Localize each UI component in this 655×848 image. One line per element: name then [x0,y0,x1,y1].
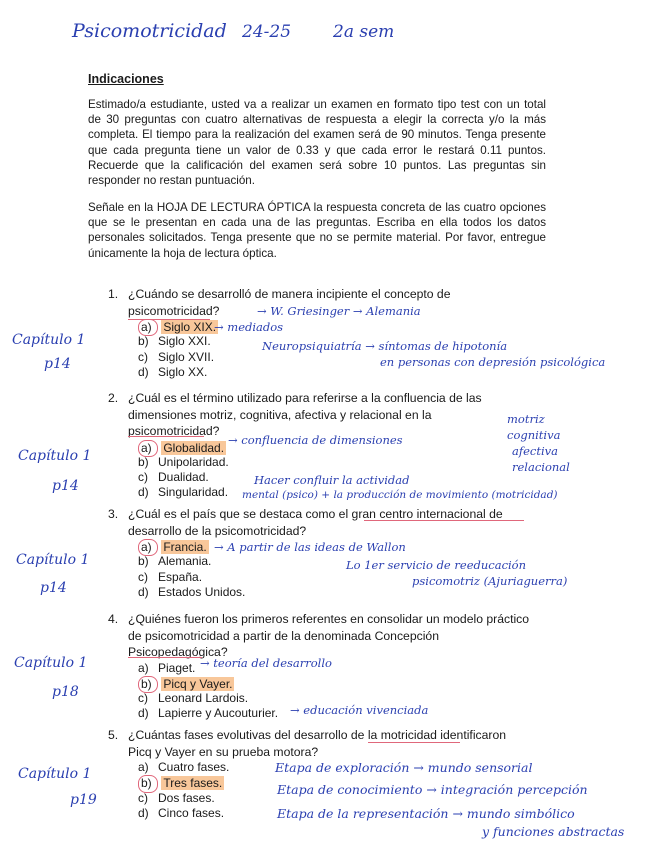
option-letter: d) [138,706,149,721]
option-text: Dos fases. [158,790,215,805]
note-q3: psicomotriz (Ajuriaguerra) [412,574,568,588]
option-b[interactable] [138,455,538,470]
note-q2: → confluencia de dimensiones [228,433,403,447]
note-q2: afectiva [512,444,559,458]
option-text: Leonard Lardois. [158,691,249,706]
note-q4: → educación vivenciada [290,703,429,717]
margin-chapter-4: Capítulo 1 [14,655,88,671]
option-letter: c) [138,691,148,706]
margin-chapter-2: Capítulo 1 [18,448,92,464]
option-text: Francia. [163,540,207,554]
option-letter: d) [138,364,149,379]
option-text: Estados Unidos. [158,584,246,599]
margin-page-4: p18 [52,684,79,700]
question-number: 5. [108,728,119,742]
option-text: Cinco fases. [158,805,225,820]
option-text: Piaget. [158,660,196,675]
option-text: España. [158,569,203,584]
question-stem: ¿Cuál es el país que se destaca como el gran centro internacional de desarrollo de la psicomotricidad? [128,507,503,538]
note-q1: Neuropsiquiatría → síntomas de hipotonía [262,339,508,353]
note-q3: → A partir de las ideas de Wallon [214,540,406,554]
note-q4: → teoría del desarrollo [200,656,332,670]
note-q2: Hacer confluir la actividad [254,473,410,487]
option-letter: c) [138,349,148,364]
option-text: Globalidad. [163,440,225,455]
note-q3: Lo 1er servicio de reeducación [346,558,527,572]
option-letter: b) [138,554,149,569]
option-letter: a) [138,440,158,457]
option-text: Siglo XVII. [158,349,215,364]
note-q5: Etapa de conocimiento → integración percepción [277,782,588,797]
question-number: 4. [108,612,119,626]
handwritten-title: Psicomotricidad [72,20,227,42]
margin-chapter-3: Capítulo 1 [16,552,90,568]
highlight-underline [128,436,204,437]
question-number: 1. [108,287,119,301]
option-text: Siglo XIX. [163,320,217,334]
highlight-underline [368,742,460,743]
note-q2: relacional [512,460,570,474]
question-stem: ¿Cuál es el término utilizado para referirse a la confluencia de las dimensiones motriz, cognitiva, afectiva y relacional en la psicomotricidad? [128,391,482,438]
instructions-paragraph-1: Estimado/a estudiante, usted va a realizar un examen en formato tipo test con un total de 30 preguntas con cuatro alternativas de respuesta a elegir la correcta y/o la más completa. El tiempo para la realización del examen será de 90 minutos. Tenga presente que cada pregunta tiene un valor de 0.33 y que cada error le restará 0.11 puntos. Recuerde que la calificación del examen será sobre 10 puntos. Las preguntas sin responder no restan puntuación. [88,98,546,188]
option-text: Siglo XXI. [158,334,211,349]
note-q2: mental (psico) + la producción de movimiento (motricidad) [242,489,558,501]
note-q1: en personas con depresión psicológica [380,355,606,369]
option-letter: a) [138,539,158,556]
margin-page-5: p19 [70,792,97,808]
question-number: 2. [108,391,119,405]
margin-page-2: p14 [52,478,79,494]
highlight-underline [364,520,524,521]
question-stem: ¿Cuándo se desarrolló de manera incipiente el concepto de psicomotricidad? [128,287,451,318]
question-number: 3. [108,507,119,521]
question-stem: ¿Cuántas fases evolutivas del desarrollo de la motricidad identificaron Picq y Vayer en su prueba motora? [128,728,507,759]
option-letter: c) [138,569,148,584]
option-letter: b) [138,454,149,469]
option-letter: c) [138,790,148,805]
option-text: Singularidad. [158,485,229,500]
instructions-heading: Indicaciones [88,72,164,86]
note-q5: Etapa de la representación → mundo simbólico [277,806,575,821]
option-text: Unipolaridad. [158,454,229,469]
option-text: Tres fases. [163,776,223,791]
instructions-paragraph-2: Señale en la HOJA DE LECTURA ÓPTICA la respuesta concreta de las cuatro opciones que se le presentan en cada una de las preguntas. Escriba en ella todos los datos personales solicitados. Tenga presente que no se permite material. Por favor, entregue únicamente la hoja de lectura óptica. [88,201,546,260]
highlight-underline [128,657,202,658]
option-text: Cuatro fases. [158,760,230,774]
option-letter: a) [138,760,149,774]
option-letter: d) [138,805,149,820]
option-text: Alemania. [158,554,212,569]
handwritten-year: 24-25 [242,22,292,42]
option-letter: a) [138,319,158,336]
option-letter: b) [138,676,158,693]
option-text: Dualidad. [158,470,209,485]
option-letter: d) [138,584,149,599]
note-q5: Etapa de exploración → mundo sensorial [275,760,533,775]
option-letter: a) [138,660,149,675]
option-letter: b) [138,775,158,792]
option-a[interactable] [138,661,538,676]
option-a[interactable] [138,319,538,334]
margin-page-3: p14 [40,580,67,596]
margin-chapter-5: Capítulo 1 [18,766,92,782]
note-q5: y funciones abstractas [482,824,625,839]
note-q2: motriz [507,412,545,426]
option-letter: b) [138,334,149,349]
note-q1: → mediados [214,320,284,334]
note-q1: → W. Griesinger → Alemania [257,304,421,318]
option-text: Lapierre y Aucouturier. [158,706,279,721]
option-b[interactable] [138,676,538,691]
option-text: Picq y Vayer. [163,676,233,691]
margin-chapter-1: Capítulo 1 [12,332,86,348]
handwritten-semester: 2a sem [333,22,395,42]
option-text: Siglo XX. [158,364,208,379]
question-stem: ¿Quiénes fueron los primeros referentes en consolidar un modelo práctico de psicomotricidad a partir de la denominada Concepción Psicopedagógica? [128,612,530,659]
margin-page-1: p14 [44,356,71,372]
highlight-underline [128,319,210,320]
option-letter: d) [138,485,149,500]
note-q2: cognitiva [507,428,561,442]
option-letter: c) [138,470,148,485]
